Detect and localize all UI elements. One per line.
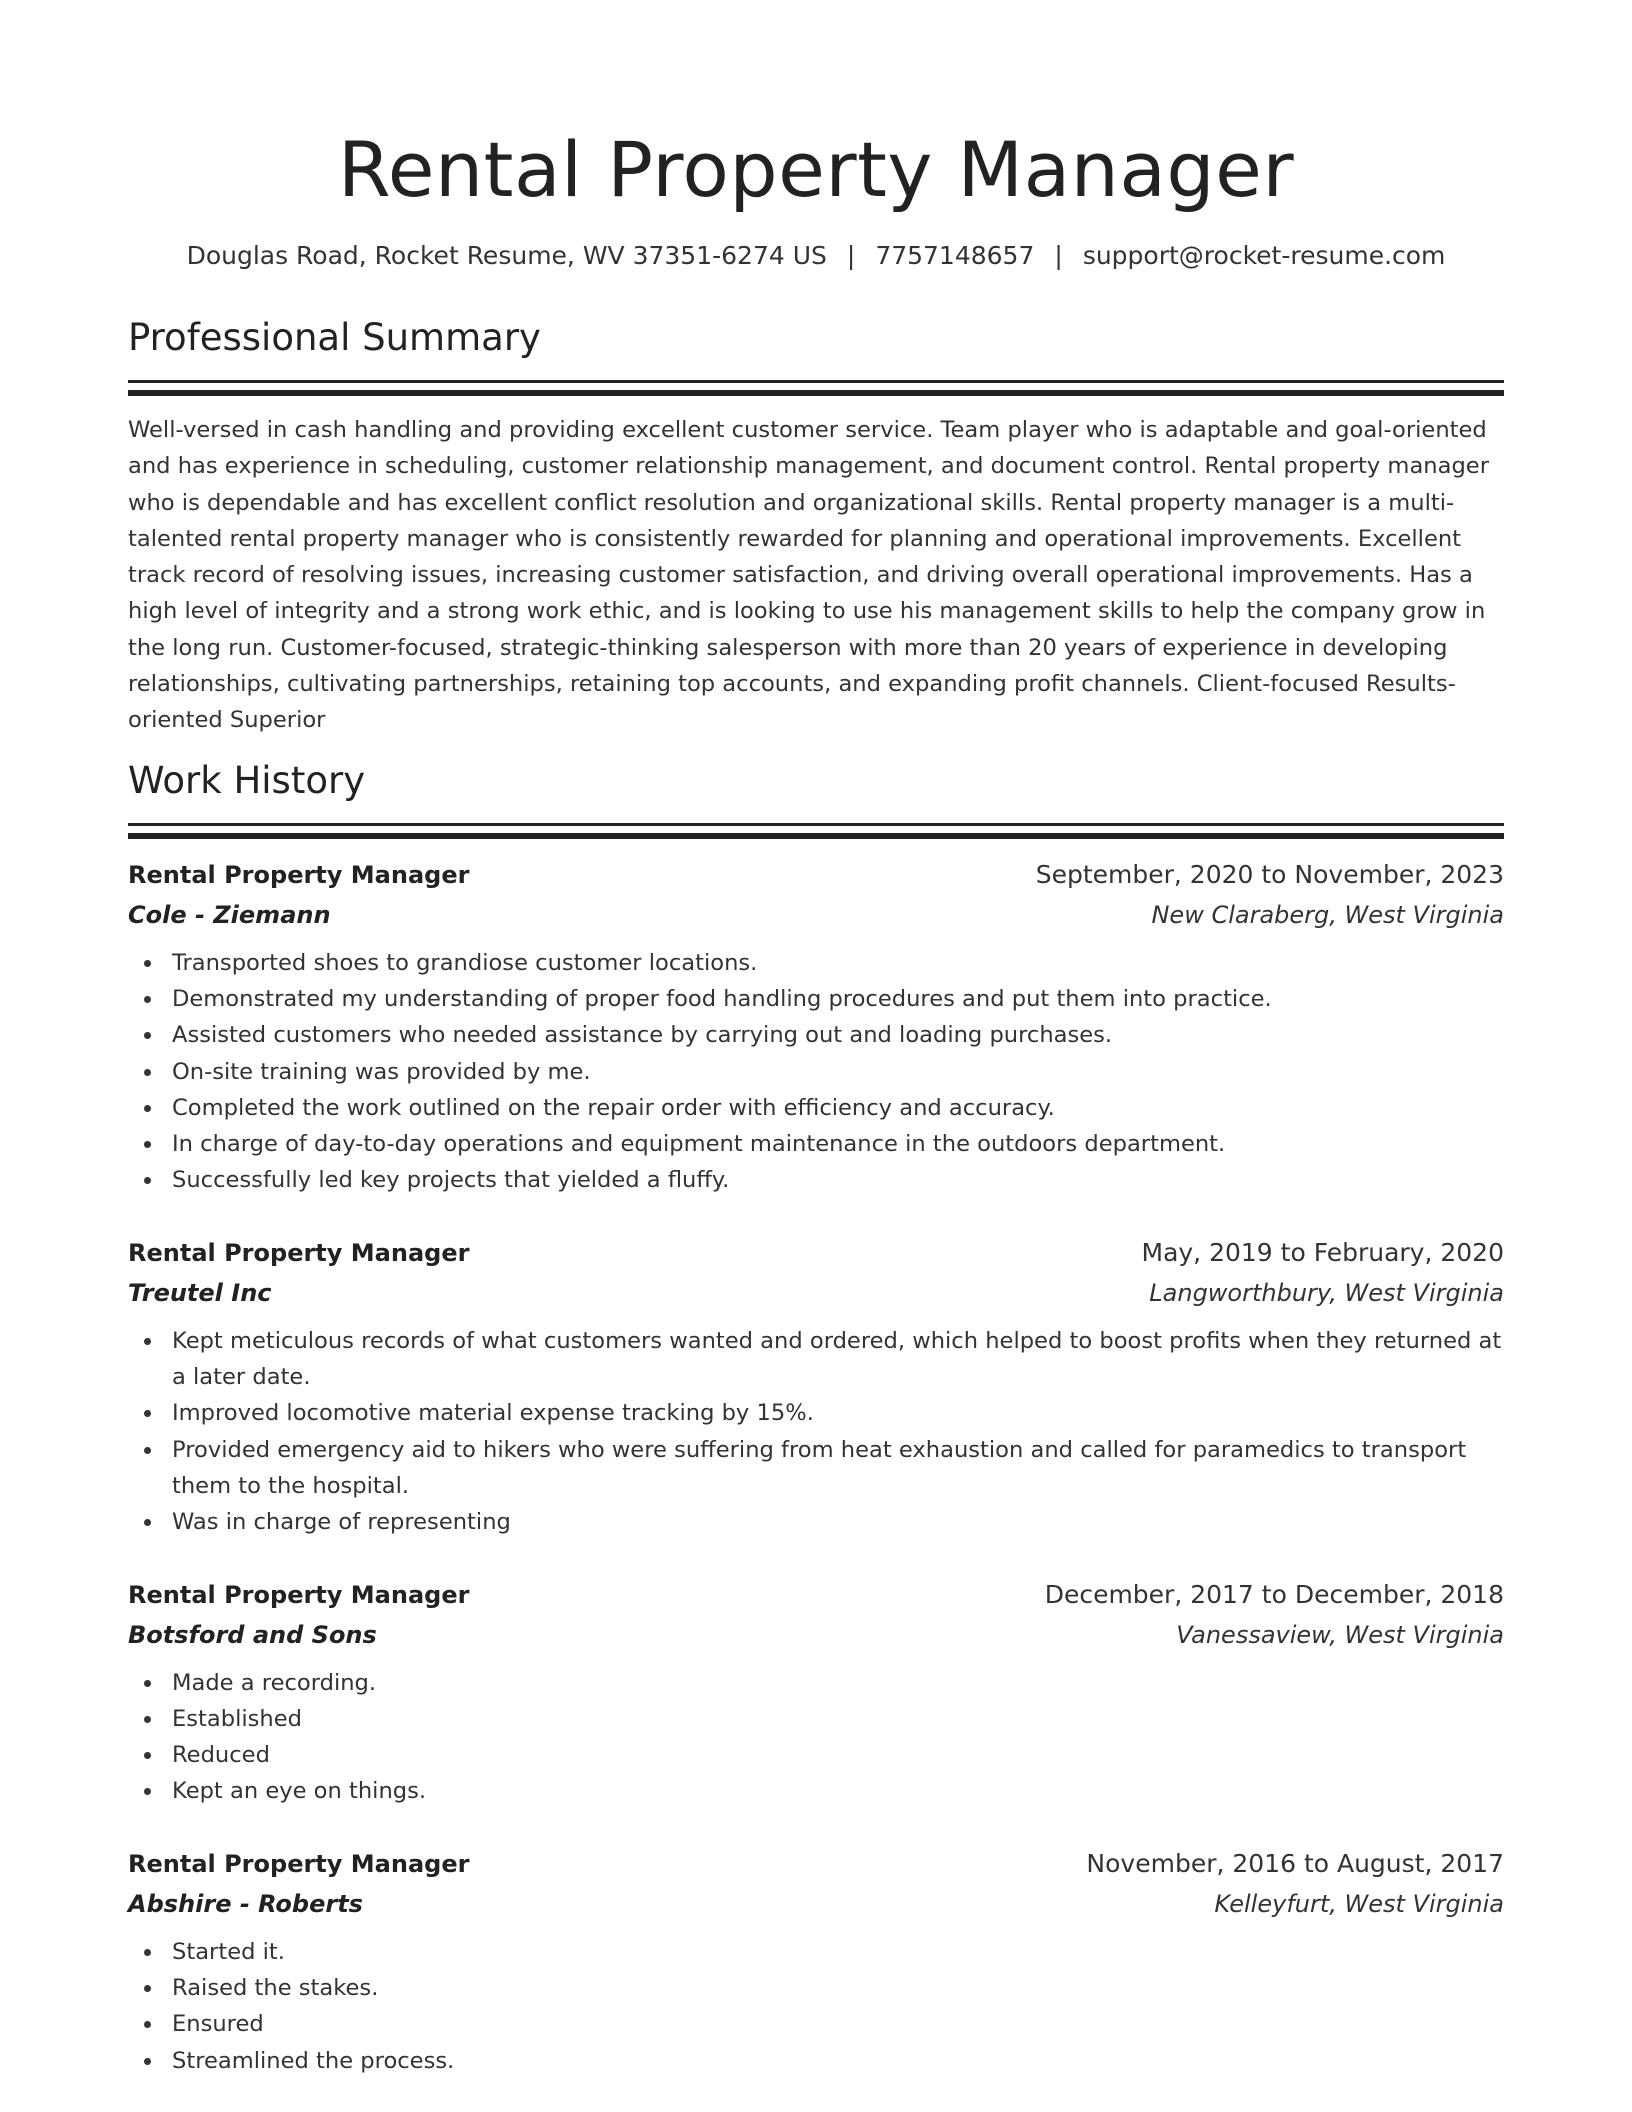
job-bullet: Raised the stakes. xyxy=(128,1970,1504,2006)
job-bullets xyxy=(128,1665,1504,1810)
section-divider-thick xyxy=(128,390,1504,396)
job-bullets xyxy=(128,945,1504,1199)
job-bullet: Provided emergency aid to hikers who were suffering from heat exhaustion and called for paramedics to transport them to the hospital. xyxy=(128,1432,1504,1505)
job-bullet: Was in charge of representing xyxy=(128,1504,1504,1540)
job-header-row xyxy=(128,1233,1504,1273)
work-history-section xyxy=(128,757,1504,2079)
job-dates: November, 2016 to August, 2017 xyxy=(1086,1848,1504,1878)
job-header-row xyxy=(128,1575,1504,1615)
job-entry xyxy=(128,1233,1504,1541)
job-bullet: Reduced xyxy=(128,1737,1504,1773)
job-bullet: Established xyxy=(128,1701,1504,1737)
contact-separator: | xyxy=(846,241,856,270)
job-location: Kelleyfurt, West Virginia xyxy=(1214,1889,1504,1918)
job-bullet: In charge of day-to-day operations and equipment maintenance in the outdoors department. xyxy=(128,1126,1504,1162)
job-bullet: Kept meticulous records of what customers wanted and ordered, which helped to boost profits when they returned at a later date. xyxy=(128,1323,1504,1396)
contact-email: support@rocket-resume.com xyxy=(1082,241,1446,270)
job-location: Vanessaview, West Virginia xyxy=(1176,1620,1504,1649)
job-entry xyxy=(128,1844,1504,2079)
job-bullet: Demonstrated my understanding of proper food handling procedures and put them into practice. xyxy=(128,981,1504,1017)
job-bullet: Assisted customers who needed assistance by carrying out and loading purchases. xyxy=(128,1017,1504,1053)
contact-phone: 7757148657 xyxy=(875,241,1035,270)
resume-title: Rental Property Manager xyxy=(337,125,1295,214)
job-company: Botsford and Sons xyxy=(128,1620,377,1649)
job-subheader-row xyxy=(128,1884,1504,1924)
job-header-row xyxy=(128,855,1504,895)
section-heading-summary: Professional Summary xyxy=(128,316,541,359)
job-bullet: Streamlined the process. xyxy=(128,2043,1504,2079)
job-dates: December, 2017 to December, 2018 xyxy=(1044,1579,1504,1609)
job-title: Rental Property Manager xyxy=(128,1849,470,1878)
job-dates: September, 2020 to November, 2023 xyxy=(1035,859,1504,889)
job-subheader-row xyxy=(128,895,1504,935)
job-entry xyxy=(128,1575,1504,1810)
job-bullet: On-site training was provided by me. xyxy=(128,1054,1504,1090)
job-subheader-row xyxy=(128,1273,1504,1313)
job-bullets xyxy=(128,1934,1504,2079)
job-bullet: Successfully led key projects that yielded a fluffy. xyxy=(128,1162,1504,1198)
job-bullet: Made a recording. xyxy=(128,1665,1504,1701)
job-title: Rental Property Manager xyxy=(128,1238,470,1267)
job-list xyxy=(128,855,1504,2079)
section-heading-work: Work History xyxy=(128,758,366,802)
resume-page xyxy=(128,0,1504,2079)
job-location: New Claraberg, West Virginia xyxy=(1151,900,1504,929)
job-bullets xyxy=(128,1323,1504,1541)
professional-summary-section xyxy=(128,314,1504,739)
job-bullet: Improved locomotive material expense tracking by 15%. xyxy=(128,1395,1504,1431)
job-company: Treutel Inc xyxy=(128,1278,272,1307)
section-divider-thin xyxy=(128,380,1504,383)
job-location: Langworthbury, West Virginia xyxy=(1149,1278,1504,1307)
job-bullet: Transported shoes to grandiose customer locations. xyxy=(128,945,1504,981)
job-dates: May, 2019 to February, 2020 xyxy=(1141,1237,1504,1267)
job-title: Rental Property Manager xyxy=(128,1580,470,1609)
job-bullet: Ensured xyxy=(128,2006,1504,2042)
section-divider-thick xyxy=(128,833,1504,839)
job-header-row xyxy=(128,1844,1504,1884)
job-bullet: Started it. xyxy=(128,1934,1504,1970)
contact-line xyxy=(128,240,1504,272)
contact-separator: | xyxy=(1054,241,1063,270)
job-subheader-row xyxy=(128,1615,1504,1655)
job-title: Rental Property Manager xyxy=(128,860,470,889)
job-company: Abshire - Roberts xyxy=(128,1889,363,1918)
summary-text: Well-versed in cash handling and providing excellent customer service. Team player who is adaptable and goal-oriented and has experience in scheduling, customer relationship management, and document control. Rental property manager who is dependable and has excellent conflict resolution and organizational skills. Rental property manager is a multi-talented rental property manager who is consistently rewarded for planning and operational improvements. Excellent track record of resolving issues, increasing customer satisfaction, and driving overall operational improvements. Has a high level of integrity and a strong work ethic, and is looking to use his management skills to help the company grow in the long run. Customer-focused, strategic-thinking salesperson with more than 20 years of experience in developing relationships, cultivating partnerships, retaining top accounts, and expanding profit channels. Client-focused Results-oriented Superior xyxy=(128,417,1489,734)
job-entry xyxy=(128,855,1504,1199)
section-divider-thin xyxy=(128,823,1504,826)
job-company: Cole - Ziemann xyxy=(128,900,331,929)
contact-address: Douglas Road, Rocket Resume, WV 37351-6274 US xyxy=(186,241,827,270)
job-bullet: Completed the work outlined on the repair order with efficiency and accuracy. xyxy=(128,1090,1504,1126)
job-bullet: Kept an eye on things. xyxy=(128,1773,1504,1809)
